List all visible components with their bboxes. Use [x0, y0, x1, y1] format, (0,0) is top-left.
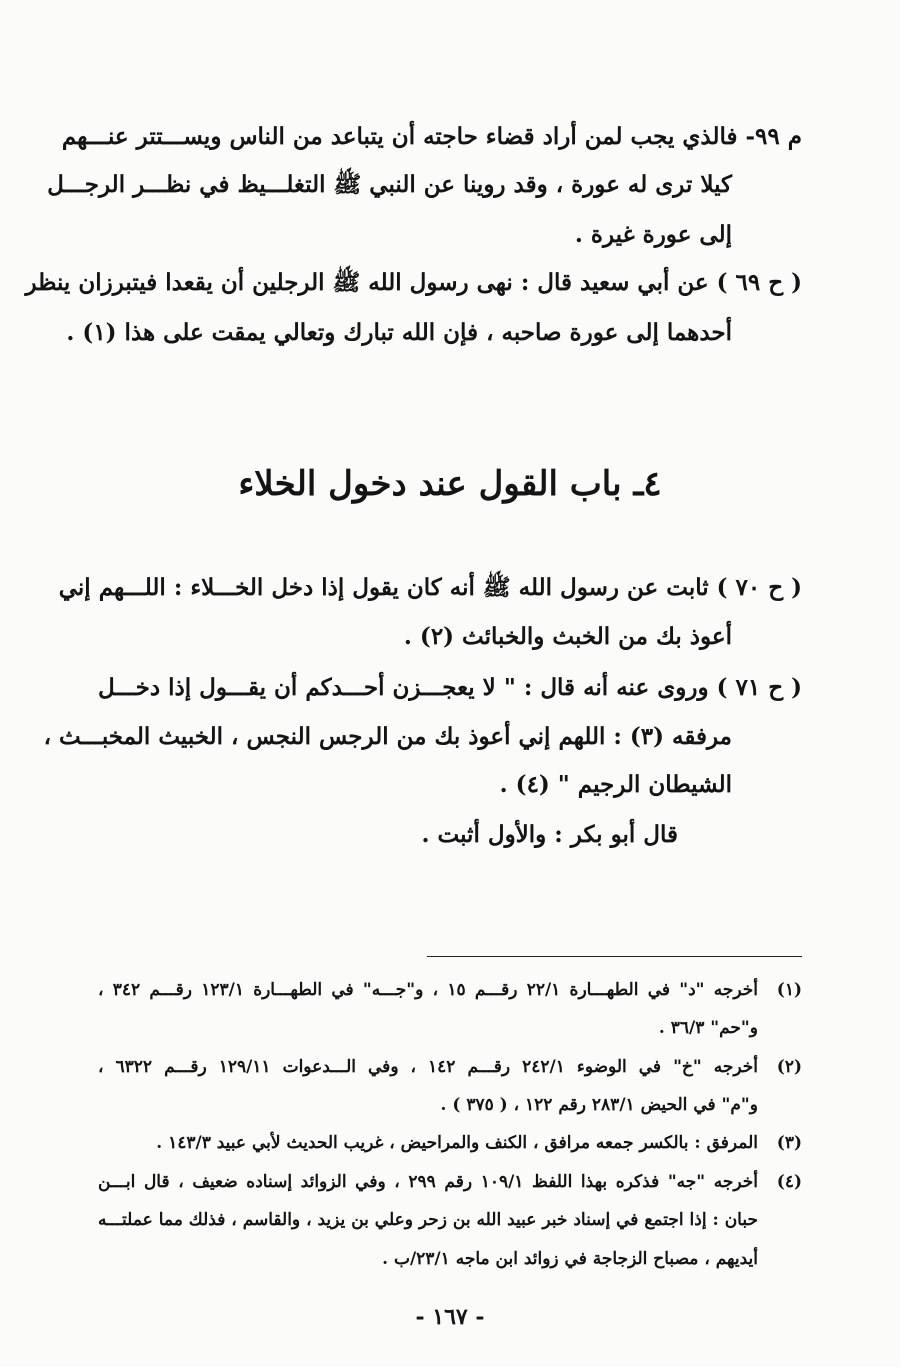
footnote-text: المرفق : بالكسر جمعه مرافق ، الكنف والمراحيض ، غريب الحديث لأبي عبيد ١٤٣/٣ .	[156, 1133, 758, 1153]
footnote-line	[98, 978, 802, 1002]
footnote-line	[98, 1170, 802, 1194]
hadith-line: ( ح ٧١ ) وروى عنه أنه قال : " لا يعجـــزن أحـــدكم أن يقـــول إذا دخـــل	[98, 674, 802, 701]
text-line: إلى عورة غيرة .	[574, 221, 732, 248]
footnote-line: و"م" في الحيض ٢٨٣/١ رقم ١٢٢ ، ( ٣٧٥ ) .	[440, 1095, 758, 1115]
hadith-line: ( ح ٧٠ ) ثابت عن رسول الله ﷺ أنه كان يقول إذا دخل الخـــلاء : اللـــهم إني	[58, 574, 802, 601]
footnote-line	[98, 1131, 802, 1155]
page-number: - ١٦٧ -	[415, 1304, 485, 1330]
footnote-line: حبان : إذا اجتمع في إسناد خبر عبيد الله بن زحر وعلي بن يزيد ، والقاسم ، فذلك مما عملتـــه	[98, 1210, 758, 1230]
footnote-number: (١)	[776, 980, 802, 1000]
commentary-line: قال أبو بكر : والأول أثبت .	[421, 821, 678, 848]
footnote-line	[98, 1055, 802, 1079]
footnote-text: أخرجه "جه" فذكره بهذا اللفظ ١٠٩/١ رقم ٢٩٩ ، وفي الزوائد إسناده ضعيف ، قال ابـــن	[98, 1172, 759, 1192]
hadith-line: أعوذ بك من الخبث والخبائث (٢) .	[403, 623, 732, 650]
footnote-divider	[427, 956, 802, 957]
footnote-number: (٣)	[776, 1133, 802, 1153]
hadith-line: ( ح ٦٩ ) عن أبي سعيد قال : نهى رسول الله ﷺ الرجلين أن يقعدا فيتبرزان ينظر	[25, 269, 802, 296]
text-line: م ٩٩- فالذي يجب لمن أراد قضاء حاجته أن يتباعد من الناس ويســـتتر عنـــهم	[61, 123, 802, 150]
chapter-heading: ٤ـ باب القول عند دخول الخلاء	[238, 464, 662, 504]
footnote-number: (٤)	[776, 1172, 803, 1192]
footnote-text: أخرجه "د" في الطهـــارة ٢٢/١ رقـــم ١٥ ، و"جـــه" في الطهـــارة ١٢٣/١ رقـــم ٣٤٢ ،	[98, 980, 758, 1000]
footnote-line: و"حم" ٣٦/٣ .	[658, 1018, 758, 1038]
footnote-line: أيديهم ، مصباح الزجاجة في زوائد ابن ماجه ٢٣/١/ب .	[382, 1249, 758, 1269]
hadith-line: الشيطان الرجيم " (٤) .	[499, 771, 732, 798]
hadith-line: مرفقه (٣) : اللهم إني أعوذ بك من الرجس النجس ، الخبيث المخبـــث ،	[43, 723, 732, 750]
footnote-number: (٢)	[776, 1057, 803, 1077]
text-line: كيلا ترى له عورة ، وقد روينا عن النبي ﷺ التغلـــيظ في نظـــر الرجـــل	[47, 171, 732, 198]
footnote-text: أخرجه "خ" في الوضوء ٢٤٢/١ رقـــم ١٤٢ ، وفي الـــدعوات ١٢٩/١١ رقـــم ٦٣٢٢ ،	[98, 1057, 759, 1077]
hadith-line: أحدهما إلى عورة صاحبه ، فإن الله تبارك وتعالي يمقت على هذا (١) .	[66, 319, 732, 346]
